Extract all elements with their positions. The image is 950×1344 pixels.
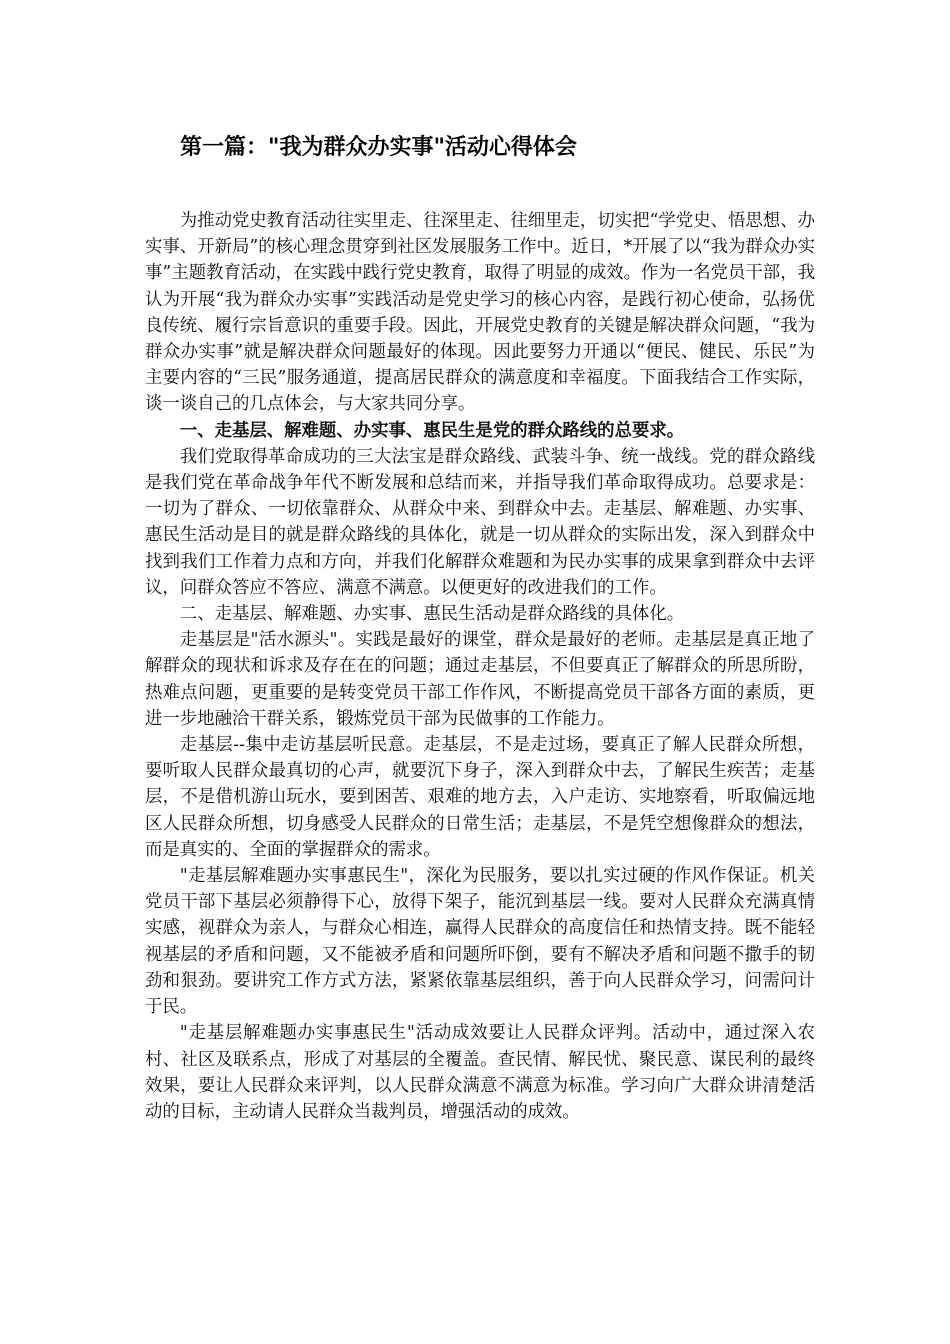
- paragraph-work-style: "走基层解难题办实事惠民生"，深化为民服务，要以扎实过硬的作风作保证。机关党员干部下基层必须静得下心，放得下架子，能沉到基层一线。要对人民群众充满真情实感，视群众为亲人，与群众心相连，赢得人民群众的高度信任和热情支持。既不能轻视基层的矛盾和问题，又不能被矛盾和问题所吓倒，要有不解决矛盾和问题不撒手的韧劲和狠劲。要讲究工作方式方法，紧紧依靠基层组织，善于向人民群众学习，问需问计于民。: [145, 866, 815, 1018]
- paragraph-intro: 为推动党史教育活动往实里走、往深里走、往细里走，切实把“学党史、悟思想、办实事、开新局”的核心理念贯穿到社区发展服务工作中。近日，*开展了以“我为群众办实事”主题教育活动，在实践中践行党史教育，取得了明显的成效。作为一名党员干部，我认为开展“我为群众办实事”实践活动是党史学习的核心内容，是践行初心使命，弘扬优良传统、履行宗旨意识的重要手段。因此，开展党史教育的关键是解决群众问题，“我为群众办实事”就是解决群众问题最好的体现。因此要努力开通以“便民、健民、乐民”为主要内容的“三民”服务通道，提高居民群众的满意度和幸福度。下面我结合工作实际，谈一谈自己的几点体会，与大家共同分享。: [145, 211, 815, 415]
- document-title: 第一篇："我为群众办实事"活动心得体会: [180, 135, 577, 160]
- document-body: [145, 208, 815, 1125]
- paragraph-visit-grassroots: 走基层--集中走访基层听民意。走基层，不是走过场，要真正了解人民群众所想，要听取人民群众最真切的心声，就要沉下身子，深入到群众中去，了解民生疾苦；走基层，不是借机游山玩水，要到困苦、艰难的地方去，入户走访、实地察看，听取偏远地区人民群众所想，切身感受人民群众的日常生活；走基层，不是凭空想像群众的想法，而是真实的、全面的掌握群众的需求。: [145, 735, 815, 860]
- section-heading-2: 二、走基层、解难题、办实事、惠民生活动是群众路线的具体化。: [179, 604, 685, 625]
- paragraph-evaluation: "走基层解难题办实事惠民生"活动成效要让人民群众评判。活动中，通过深入农村、社区及联系点，形成了对基层的全覆盖。查民情、解民忧、聚民意、谋民利的最终效果，要让人民群众来评判，以人民群众满意不满意为标准。学习向广大群众讲清楚活动的目标，主动请人民群众当裁判员，增强活动的成效。: [145, 1023, 815, 1122]
- paragraph-grassroots-source: 走基层是"活水源头"。实践是最好的课堂，群众是最好的老师。走基层是真正地了解群众的现状和诉求及存在在的问题；通过走基层，不但要真正了解群众的所思所盼，热难点问题，更重要的是转变党员干部工作作风，不断提高党员干部各方面的素质，更进一步地融洽干群关系，锻炼党员干部为民做事的工作能力。: [145, 630, 815, 729]
- section-heading-1: 一、走基层、解难题、办实事、惠民生是党的群众路线的总要求。: [179, 420, 685, 441]
- paragraph-mass-line: 我们党取得革命成功的三大法宝是群众路线、武装斗争、统一战线。党的群众路线是我们党在革命战争年代不断发展和总结而来，并指导我们革命取得成功。总要求是：一切为了群众、一切依靠群众、从群众中来、到群众中去。走基层、解难题、办实事、惠民生活动是目的就是群众路线的具体化，就是一切从群众的实际出发，深入到群众中找到我们工作着力点和方向，并我们化解群众难题和为民办实事的成果拿到群众中去评议，问群众答应不答应、满意不满意。以便更好的改进我们的工作。: [145, 446, 815, 598]
